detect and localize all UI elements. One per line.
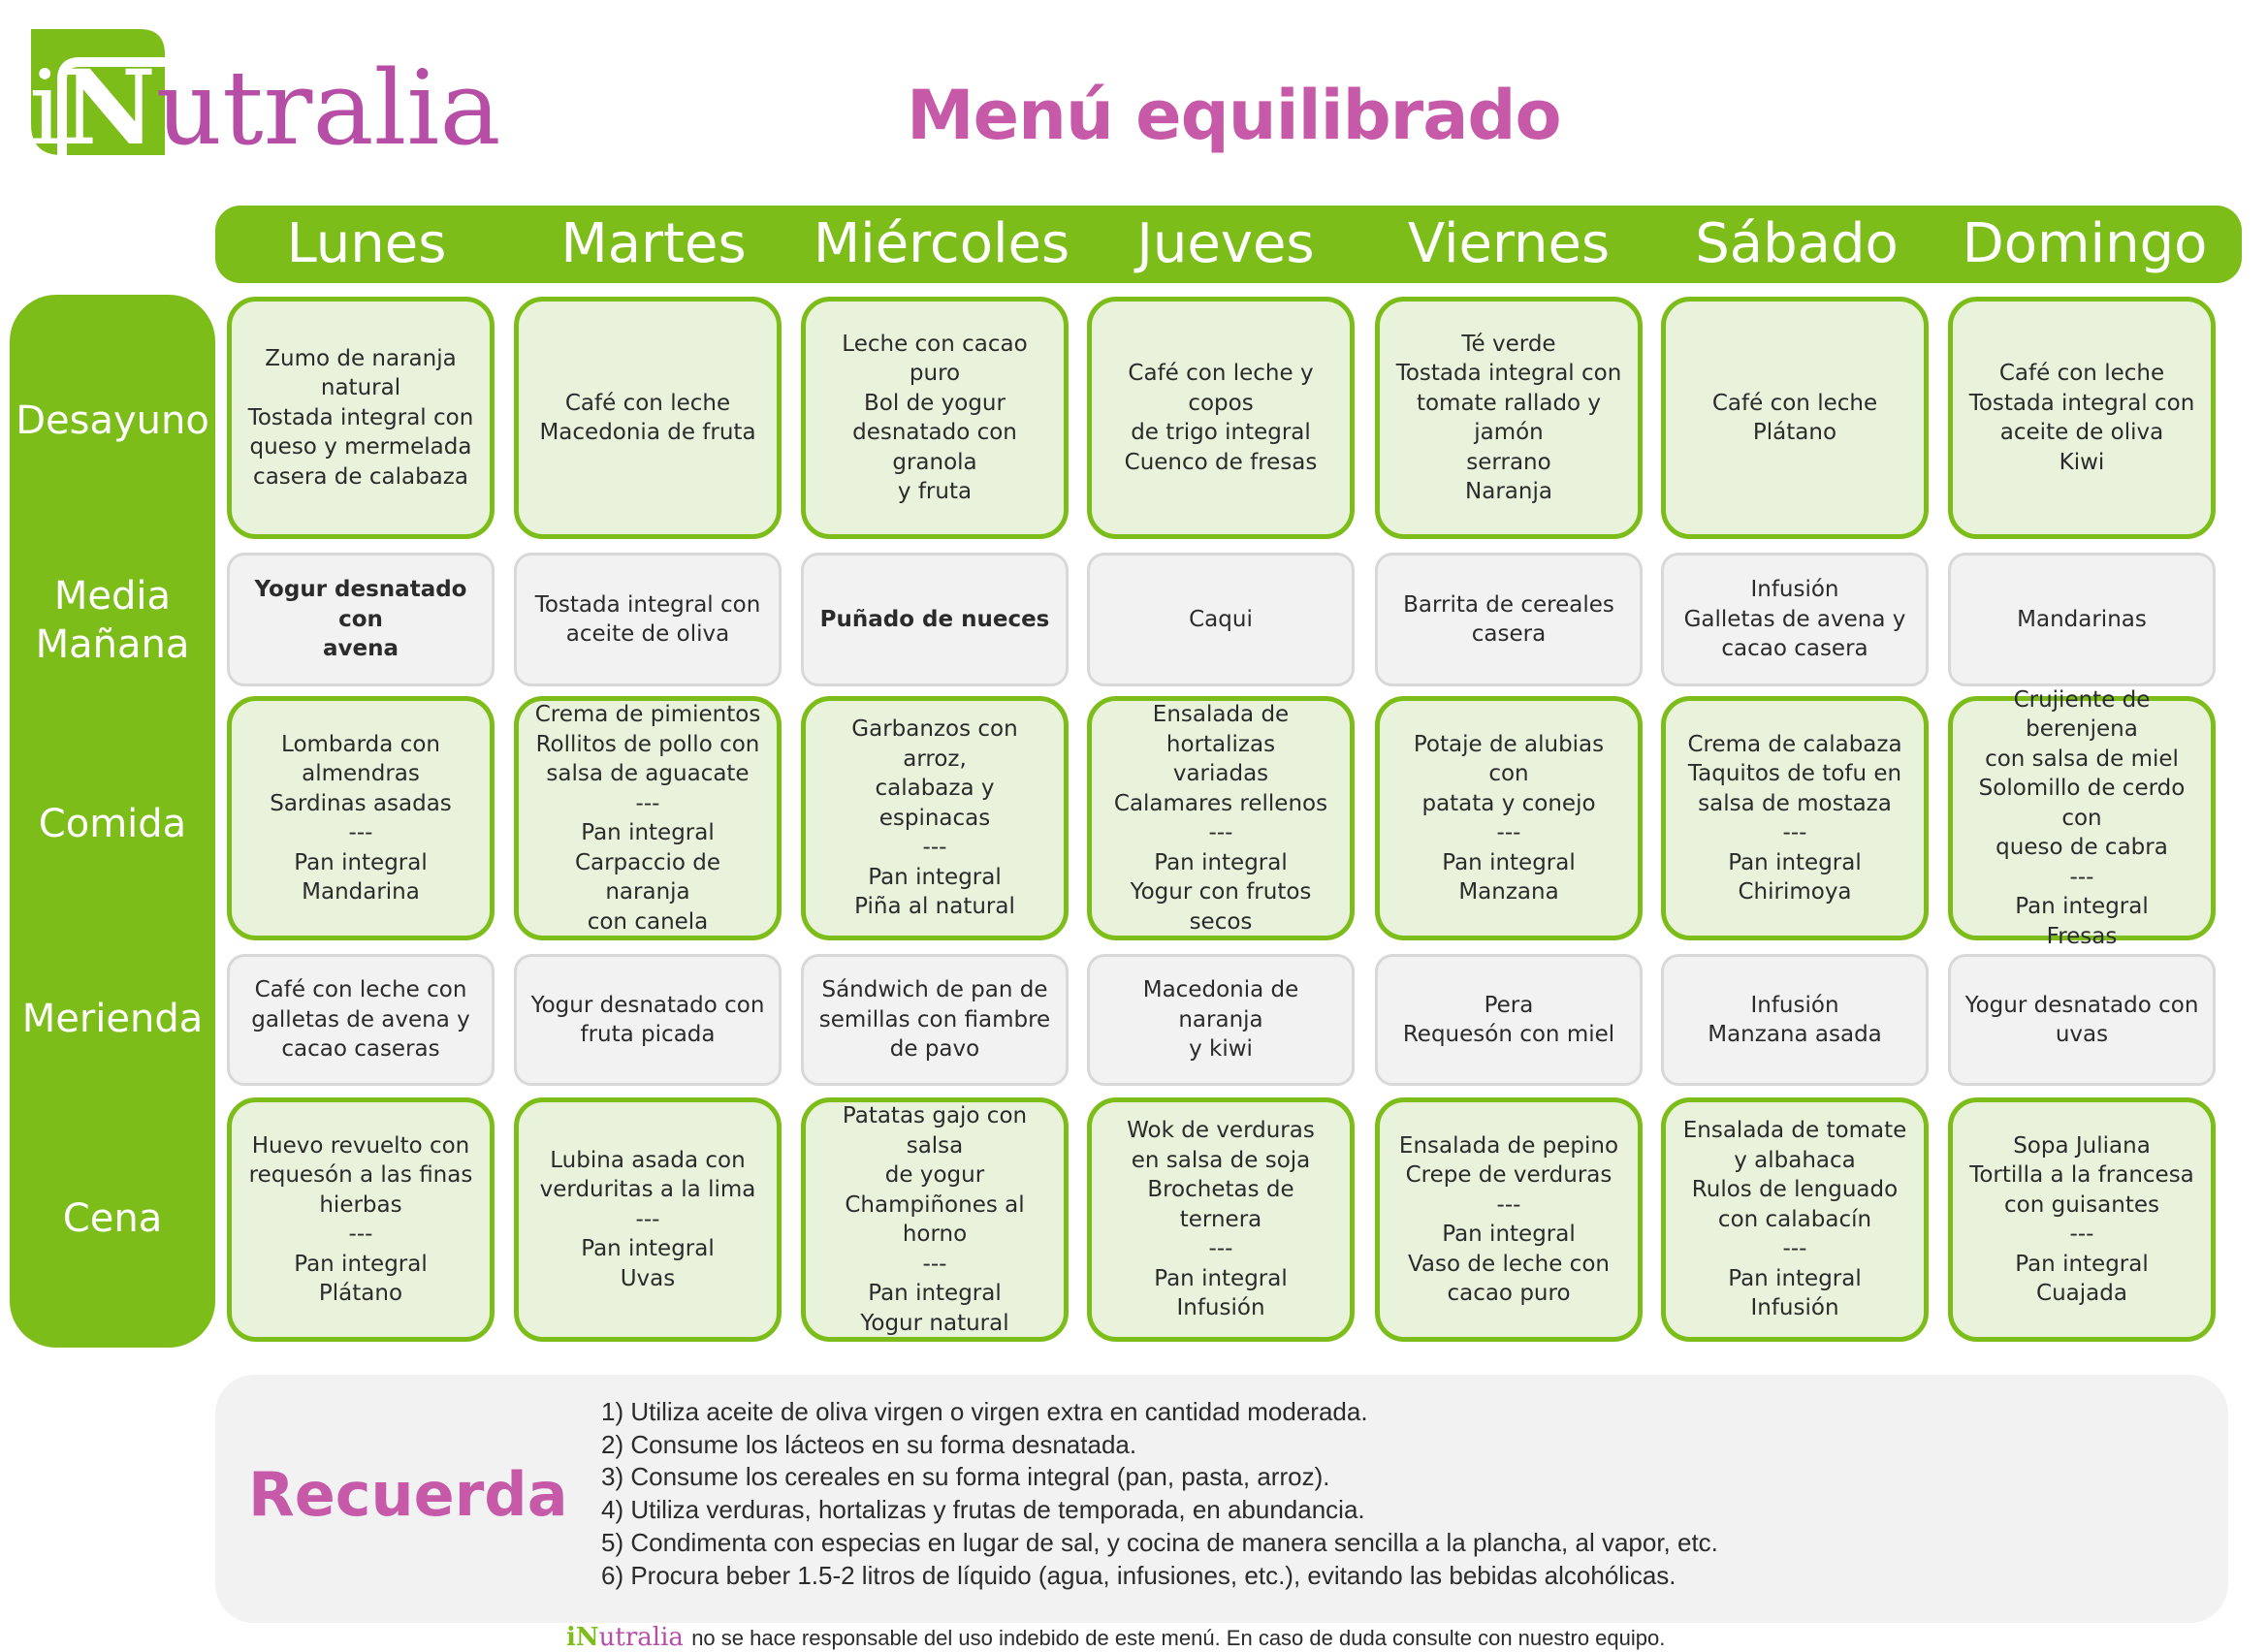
menu-cell-text: Infusión Manzana asada xyxy=(1708,992,1882,1047)
menu-cell-text: Café con leche Tostada integral con aceite de oliva Kiwi xyxy=(1968,361,2195,475)
menu-cell-text: Café con leche Plátano xyxy=(1711,390,1878,445)
menu-cell-text: Tostada integral con aceite de oliva xyxy=(534,591,761,647)
menu-cell xyxy=(1661,297,1929,539)
menu-cell-text: Garbanzos con arroz, calabaza y espinacas --- Pan integral Piña al natural xyxy=(851,716,1018,920)
menu-cell-text: Infusión Galletas de avena y cacao casera xyxy=(1683,577,1906,662)
meal-label-3: Merienda xyxy=(21,997,204,1041)
tip-item: 3) Consume los cereales en su forma integral (pan, pasta, arroz). xyxy=(601,1462,1330,1492)
menu-cell xyxy=(1661,954,1929,1086)
day-header-bar xyxy=(215,206,2242,283)
meal-label-2: Comida xyxy=(38,802,187,846)
menu-cell xyxy=(227,1097,495,1342)
menu-cell xyxy=(801,696,1069,940)
menu-cell-text: Ensalada de pepino Crepe de verduras --- Pan integral Vaso de leche con cacao puro xyxy=(1398,1132,1619,1306)
day-header-4: Viernes xyxy=(1407,212,1611,275)
page-title: Menú equilibrado xyxy=(907,76,1561,155)
menu-cell-text: Sándwich de pan de semillas con fiambre de pavo xyxy=(818,977,1051,1063)
menu-cell xyxy=(1661,1097,1929,1342)
menu-cell-text: Lubina asada con verduritas a la lima --- Pan integral Uvas xyxy=(539,1147,756,1291)
tips-list xyxy=(601,1396,2211,1592)
menu-cell xyxy=(1948,1097,2216,1342)
menu-cell-text: Pera Requesón con miel xyxy=(1402,992,1615,1047)
logo-wordmark: iNutralia xyxy=(29,47,501,168)
tip-item: 2) Consume los lácteos en su forma desnatada. xyxy=(601,1429,1137,1459)
tip-item: 5) Condimenta con especias en lugar de sal, y cocina de manera sencilla a la plancha, al vapor, etc. xyxy=(601,1527,1718,1557)
menu-cell-text: Sopa Juliana Tortilla a la francesa con guisantes --- Pan integral Cuajada xyxy=(1969,1132,2194,1306)
menu-cell-text: Té verde Tostada integral con tomate rallado y jamón serrano Naranja xyxy=(1395,331,1622,504)
recuerda-title: Recuerda xyxy=(248,1459,568,1530)
menu-cell-text: Mandarinas xyxy=(2017,606,2147,632)
menu-cell xyxy=(227,297,495,539)
disclaimer-text: no se hace responsable del uso indebido de este menú. En caso de duda consulte con nuestro equipo. xyxy=(691,1626,1666,1650)
menu-cell xyxy=(1375,1097,1643,1342)
menu-cell xyxy=(1661,553,1929,686)
day-header-0: Lunes xyxy=(286,212,447,275)
menu-cell xyxy=(1375,954,1643,1086)
meal-label-0: Desayuno xyxy=(16,398,209,443)
menu-cell-text: Macedonia de naranja y kiwi xyxy=(1142,977,1299,1063)
menu-cell-text: Ensalada de tomate y albahaca Rulos de lenguado con calabacín --- Pan integral Infusión xyxy=(1682,1118,1907,1321)
menu-cell-text: Lombarda con almendras Sardinas asadas --- Pan integral Mandarina xyxy=(270,731,452,905)
menu-cell-text: Barrita de cereales casera xyxy=(1403,591,1614,647)
menu-cell-text: Café con leche y copos de trigo integral Cuenco de fresas xyxy=(1124,361,1318,475)
menu-cell xyxy=(1087,696,1355,940)
meal-label-1: Media Mañana xyxy=(35,574,190,667)
menu-cell xyxy=(1375,553,1643,686)
menu-cell-text: Puñado de nueces xyxy=(819,606,1050,632)
menu-cell-text: Café con leche con galletas de avena y cacao caseras xyxy=(251,977,470,1063)
menu-cell xyxy=(801,553,1069,686)
menu-cell-text: Yogur desnatado con avena xyxy=(254,577,467,662)
meal-column xyxy=(10,295,215,1348)
menu-cell xyxy=(801,297,1069,539)
inutralia-logo[interactable] xyxy=(21,19,501,168)
tip-item: 1) Utiliza aceite de oliva virgen o virgen extra en cantidad moderada. xyxy=(601,1397,1368,1426)
footer-logo: iNutralia xyxy=(566,1623,684,1652)
menu-cell xyxy=(514,553,782,686)
menu-cell xyxy=(1087,297,1355,539)
menu-cell-text: Yogur desnatado con fruta picada xyxy=(530,992,765,1047)
menu-cell xyxy=(1375,297,1643,539)
day-header-1: Martes xyxy=(560,212,747,275)
menu-cell xyxy=(1375,696,1643,940)
menu-cell-text: Crema de pimientos Rollitos de pollo con salsa de aguacate --- Pan integral Carpaccio de naranja con canela xyxy=(534,702,761,935)
menu-cell-text: Yogur desnatado con uvas xyxy=(1964,992,2199,1047)
menu-cell xyxy=(514,1097,782,1342)
tip-item: 4) Utiliza verduras, hortalizas y frutas de temporada, en abundancia. xyxy=(601,1495,1365,1525)
menu-cell xyxy=(227,696,495,940)
menu-cell xyxy=(1948,297,2216,539)
menu-cell xyxy=(1948,686,2216,949)
menu-cell-text: Crema de calabaza Taquitos de tofu en salsa de mostaza --- Pan integral Chirimoya xyxy=(1687,731,1902,905)
menu-cell xyxy=(227,553,495,686)
menu-cell-text: Caqui xyxy=(1189,606,1253,632)
menu-cell-text: Zumo de naranja natural Tostada integral con queso y mermelada casera de calabaza xyxy=(247,345,474,490)
menu-cell-text: Crujiente de berenjena con salsa de miel Solomillo de cerdo con queso de cabra --- Pan integral Fresas xyxy=(1978,686,2186,949)
menu-cell xyxy=(227,954,495,1086)
menu-cell-text: Patatas gajo con salsa de yogur Champiñones al horno --- Pan integral Yogur natural xyxy=(842,1103,1028,1336)
menu-cell xyxy=(801,954,1069,1086)
menu-cell xyxy=(514,696,782,940)
day-header-2: Miércoles xyxy=(813,212,1070,275)
menu-cell xyxy=(1948,954,2216,1086)
menu-cell xyxy=(514,297,782,539)
menu-cell xyxy=(1087,553,1355,686)
menu-cell xyxy=(1087,1097,1355,1342)
day-header-5: Sábado xyxy=(1695,212,1899,275)
menu-cell-text: Leche con cacao puro Bol de yogur desnatado con granola y fruta xyxy=(842,331,1028,504)
day-header-6: Domingo xyxy=(1962,212,2208,275)
menu-cell xyxy=(514,954,782,1086)
menu-cell-text: Ensalada de hortalizas variadas Calamares rellenos --- Pan integral Yogur con frutos secos xyxy=(1113,702,1328,935)
day-header-3: Jueves xyxy=(1136,212,1315,275)
menu-cell-text: Wok de verduras en salsa de soja Brochetas de ternera --- Pan integral Infusión xyxy=(1127,1118,1315,1321)
menu-cell xyxy=(1087,954,1355,1086)
meal-label-4: Cena xyxy=(62,1196,163,1241)
menu-cell xyxy=(801,1097,1069,1342)
menu-cell xyxy=(1661,696,1929,940)
menu-cell-text: Café con leche Macedonia de fruta xyxy=(539,390,756,445)
disclaimer-footer xyxy=(566,1623,1665,1650)
menu-cell-text: Potaje de alubias con patata y conejo --- Pan integral Manzana xyxy=(1413,731,1605,905)
menu-cell xyxy=(1948,553,2216,686)
tip-item: 6) Procura beber 1.5-2 litros de líquido (agua, infusiones, etc.), evitando las bebidas alcohólicas. xyxy=(601,1560,1676,1590)
menu-cell-text: Huevo revuelto con requesón a las finas hierbas --- Pan integral Plátano xyxy=(248,1132,473,1306)
